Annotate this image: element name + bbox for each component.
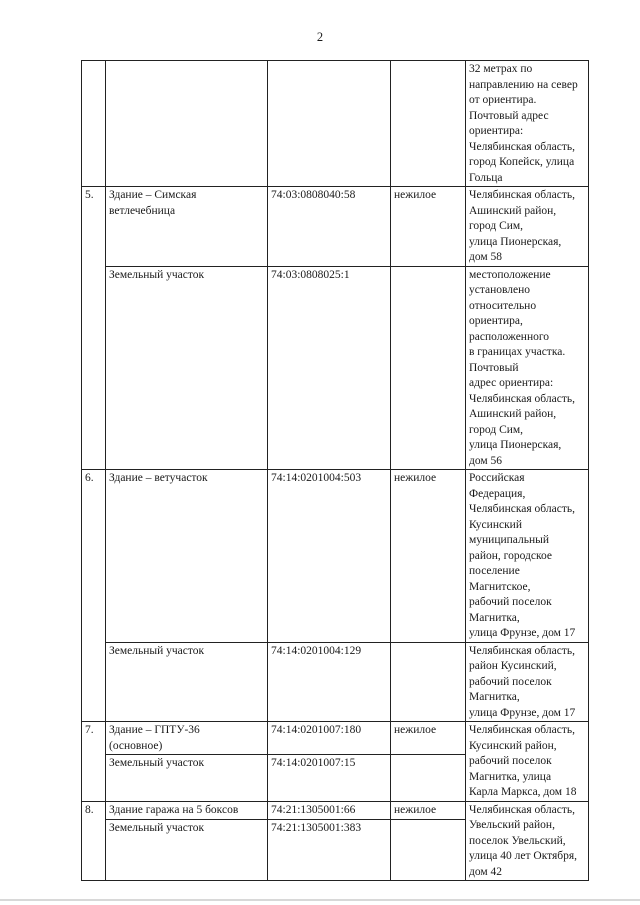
table-row (82, 187, 589, 267)
cadastral-number: 74:21:1305001:383 (268, 819, 391, 880)
object-address: Челябинская область, район Кусинский, рабочий поселок Магнитка, улица Фрунзе, дом 17 (466, 642, 589, 722)
object-address: Российская Федерация, Челябинская область, Кусинский муниципальный район, городское поселение Магнитское, рабочий поселок Магнитка, улица Фрунзе, дом 17 (466, 470, 589, 643)
object-address: 32 метрах по направлению на север от ориентира. Почтовый адрес ориентира: Челябинская область, город Копейск, улица Гольца (466, 61, 589, 187)
cadastral-number: 74:03:0808025:1 (268, 266, 391, 470)
row-number: 6. (82, 470, 106, 722)
table-row (82, 61, 589, 187)
object-purpose (391, 61, 466, 187)
object-purpose: нежилое (391, 722, 466, 755)
cadastral-number: 74:14:0201007:180 (268, 722, 391, 755)
object-address: Челябинская область, Кусинский район, рабочий поселок Магнитка, улица Карла Маркса, дом 18 (466, 722, 589, 802)
object-name: Здание – ветучасток (106, 470, 268, 643)
object-name: Здание гаража на 5 боксов (106, 801, 268, 819)
row-number: 7. (82, 722, 106, 802)
table-row (82, 801, 589, 819)
row-number: 8. (82, 801, 106, 881)
object-purpose (391, 642, 466, 722)
object-address: Челябинская область, Увельский район, поселок Увельский, улица 40 лет Октября, дом 42 (466, 801, 589, 881)
page-bottom-edge (0, 899, 640, 901)
table-row (82, 470, 589, 643)
table-row (82, 722, 589, 755)
object-name: Земельный участок (106, 819, 268, 880)
object-address: Челябинская область, Ашинский район, город Сим, улица Пионерская, дом 58 (466, 187, 589, 267)
property-table (81, 60, 589, 881)
cadastral-number: 74:14:0201004:503 (268, 470, 391, 643)
object-name: Земельный участок (106, 755, 268, 801)
row-number (82, 61, 106, 187)
object-purpose (391, 266, 466, 470)
object-purpose (391, 755, 466, 801)
object-name: Здание – ГПТУ-36 (основное) (106, 722, 268, 755)
row-number: 5. (82, 187, 106, 470)
cadastral-number: 74:03:0808040:58 (268, 187, 391, 267)
object-name: Здание – Симская ветлечебница (106, 187, 268, 267)
object-purpose: нежилое (391, 470, 466, 643)
cadastral-number: 74:14:0201007:15 (268, 755, 391, 801)
page-number: 2 (316, 30, 324, 44)
table-row (82, 642, 589, 722)
object-address: местоположение установлено относительно ориентира, расположенного в границах участка. Почтовый адрес ориентира: Челябинская область, Ашинский район, город Сим, улица Пионерская, дом 56 (466, 266, 589, 470)
object-purpose: нежилое (391, 801, 466, 819)
table-row (82, 266, 589, 470)
object-name: Земельный участок (106, 642, 268, 722)
cadastral-number: 74:21:1305001:66 (268, 801, 391, 819)
cadastral-number (268, 61, 391, 187)
object-purpose: нежилое (391, 187, 466, 267)
cadastral-number: 74:14:0201004:129 (268, 642, 391, 722)
object-name (106, 61, 268, 187)
object-purpose (391, 819, 466, 880)
object-name: Земельный участок (106, 266, 268, 470)
